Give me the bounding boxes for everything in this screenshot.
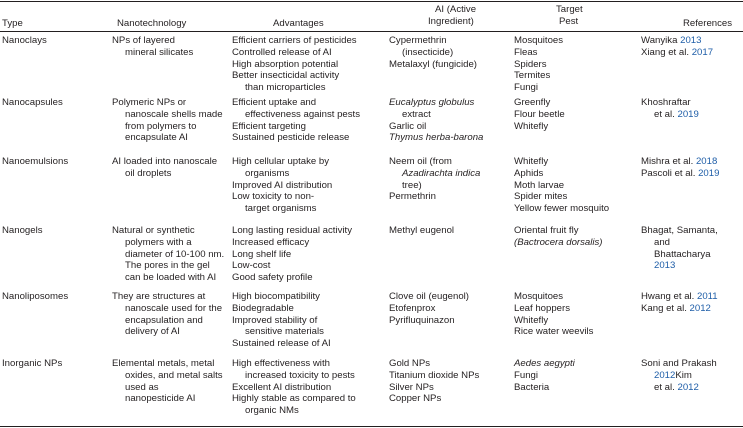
cell-line: used as: [125, 381, 159, 393]
cell-pest: [514, 156, 609, 215]
header-ai-line2: Ingredient): [428, 16, 474, 27]
cell-line: Thymus herba-barona: [389, 132, 484, 144]
cell-line: Fleas: [514, 46, 538, 58]
table-top-rule: [0, 1, 743, 2]
cell-line: (Bactrocera dorsalis): [514, 236, 603, 248]
cell-line: Garlic oil: [389, 120, 427, 132]
reference-entry: [641, 237, 718, 249]
cell-line: encapsulate AI: [125, 132, 188, 144]
reference-year-link[interactable]: 2012: [677, 381, 699, 393]
reference-author: Hwang et al.: [641, 291, 695, 302]
reference-author: et al.: [654, 108, 675, 120]
cell-line: sensitive materials: [245, 326, 324, 338]
reference-author: et al.: [654, 381, 675, 393]
reference-author: Xiang et al.: [641, 46, 690, 58]
cell-references: [641, 35, 713, 59]
cell-line: Better insecticidal activity: [232, 70, 340, 82]
cell-line: They are structures at: [112, 291, 206, 302]
cell-pest: [514, 291, 593, 338]
reference-author: Khoshraftar: [641, 97, 691, 108]
reference-entry: [641, 382, 717, 394]
reference-entry: [641, 156, 719, 168]
reference-author: Wanyika: [641, 35, 678, 46]
cell-ai: [389, 156, 480, 203]
cell-line: High absorption potential: [232, 58, 339, 70]
cell-line: Controlled release of AI: [232, 46, 332, 58]
cell-line: Good safety profile: [232, 272, 313, 284]
cell-line: Increased efficacy: [232, 236, 310, 248]
cell-line: Long lasting residual activity: [232, 225, 352, 236]
reference-entry: [641, 358, 717, 370]
cell-line: effectiveness against pests: [245, 108, 361, 120]
cell-line: nanoscale shells made: [125, 108, 223, 120]
cell-line: Sustained release of AI: [232, 338, 331, 350]
cell-ai: [389, 358, 479, 405]
header-bottom-rule: [0, 31, 743, 32]
cell-references: [641, 225, 718, 272]
reference-author: and: [654, 236, 671, 248]
cell-type: Inorganic NPs: [2, 358, 63, 369]
cell-pest: [514, 97, 565, 132]
cell-line: nanopesticide AI: [125, 393, 196, 405]
cell-line: organisms: [245, 167, 290, 179]
cell-line: Efficient carriers of pesticides: [232, 35, 357, 46]
cell-ai: [389, 225, 454, 237]
cell-line: Permethrin: [389, 191, 436, 203]
cell-line: Leaf hoppers: [514, 302, 571, 314]
cell-adv: [232, 35, 357, 94]
cell-line: Yellow fewer mosquito: [514, 203, 610, 215]
cell-nano: [112, 291, 222, 338]
cell-type: Nanoemulsions: [2, 156, 69, 167]
cell-line: Flour beetle: [514, 108, 565, 120]
cell-line: Whitefly: [514, 314, 549, 326]
cell-line: Greenfly: [514, 97, 551, 108]
reference-entry: [641, 35, 713, 47]
cell-line: High cellular uptake by: [232, 156, 330, 167]
cell-line: Highly stable as compared to: [232, 393, 356, 405]
reference-entry: [641, 249, 718, 261]
cell-line: Neem oil (from: [389, 156, 452, 167]
cell-line: can be loaded with AI: [125, 272, 217, 284]
cell-line: Bacteria: [514, 381, 550, 393]
cell-line: nanoscale used for the: [125, 302, 223, 314]
cell-type: Nanoclays: [2, 35, 47, 46]
reference-author: Soni and Prakash: [641, 358, 717, 369]
reference-author: Pascoli et al.: [641, 167, 696, 179]
cell-line: extract: [402, 108, 431, 120]
header-pest-line2: Pest: [559, 16, 579, 27]
cell-line: mineral silicates: [125, 46, 194, 58]
cell-references: [641, 156, 719, 180]
header-ai-line1: AI (Active: [435, 4, 477, 15]
cell-type: Nanocapsules: [2, 97, 63, 108]
cell-line: Pyrifluquinazon: [389, 314, 455, 326]
cell-line: Efficient targeting: [232, 120, 306, 132]
cell-line: Clove oil (eugenol): [389, 291, 469, 302]
cell-line: Termites: [514, 70, 551, 82]
cell-line: Polymeric NPs or: [112, 97, 187, 108]
cell-nano: [112, 35, 193, 59]
reference-author: Kim: [675, 369, 692, 381]
cell-line: Fungi: [514, 82, 538, 94]
reference-year-link[interactable]: 2019: [698, 167, 720, 179]
reference-year-link[interactable]: 2011: [697, 291, 718, 302]
cell-line: Mosquitoes: [514, 35, 564, 46]
cell-line: Elemental metals, metal: [112, 358, 215, 369]
cell-pest: [514, 225, 603, 249]
header-pest-line1: Target: [556, 4, 583, 15]
cell-references: [641, 97, 699, 121]
cell-references: [641, 358, 717, 393]
reference-year-link[interactable]: 2012: [654, 369, 676, 381]
reference-year-link[interactable]: 2019: [677, 108, 699, 120]
cell-adv: [232, 225, 352, 284]
cell-line: (insecticide): [402, 46, 454, 58]
reference-year-link[interactable]: 2017: [691, 46, 714, 58]
cell-line: High effectiveness with: [232, 358, 330, 369]
cell-line: Copper NPs: [389, 393, 442, 405]
cell-line: Long shelf life: [232, 248, 292, 260]
cell-line: The pores in the gel: [125, 260, 210, 272]
cell-line: Spider mites: [514, 191, 568, 203]
cell-line: NPs of layered: [112, 35, 175, 46]
cell-ai: [389, 97, 483, 144]
reference-entry: [641, 225, 718, 237]
cell-line: tree): [402, 179, 422, 191]
cell-adv: [232, 291, 331, 350]
table-bottom-rule: [0, 426, 743, 427]
cell-line: diameter of 10-100 nm.: [125, 248, 225, 260]
reference-year-link[interactable]: 2018: [695, 156, 718, 167]
cell-line: AI loaded into nanoscale: [112, 156, 218, 167]
cell-line: Whitefly: [514, 156, 549, 167]
reference-entry: [641, 291, 718, 303]
header-references: References: [683, 18, 733, 29]
cell-line: Titanium dioxide NPs: [389, 369, 480, 381]
header-advantages: Advantages: [273, 18, 324, 29]
reference-entry: [641, 109, 699, 121]
cell-line: Methyl eugenol: [389, 225, 455, 236]
cell-line: Gold NPs: [389, 358, 431, 369]
cell-nano: [112, 97, 223, 144]
reference-author: Bhattacharya: [654, 248, 711, 260]
cell-line: encapsulation and: [125, 314, 203, 326]
cell-pest: [514, 35, 563, 94]
cell-line: Etofenprox: [389, 302, 436, 314]
cell-ai: [389, 35, 477, 70]
cell-line: Whitefly: [514, 120, 549, 132]
cell-type: Nanoliposomes: [2, 291, 69, 302]
cell-adv: [232, 156, 332, 215]
cell-line: Eucalyptus globulus: [389, 97, 475, 108]
cell-line: Mosquitoes: [514, 291, 564, 302]
cell-ai: [389, 291, 469, 326]
cell-line: target organisms: [245, 203, 317, 215]
cell-adv: [232, 358, 356, 417]
reference-year-link[interactable]: 2012: [689, 302, 711, 314]
cell-line: from polymers to: [125, 120, 197, 132]
cell-line: oxides, and metal salts: [125, 369, 223, 381]
cell-line: Metalaxyl (fungicide): [389, 58, 477, 70]
cell-line: Efficient uptake and: [232, 97, 317, 108]
cell-pest: [514, 358, 575, 393]
cell-line: Natural or synthetic: [112, 225, 195, 236]
reference-entry: [641, 370, 717, 382]
reference-entry: [641, 97, 699, 109]
cell-line: organic NMs: [245, 405, 299, 417]
cell-line: Improved stability of: [232, 314, 318, 326]
cell-line: polymers with a: [125, 236, 192, 248]
reference-entry: [641, 168, 719, 180]
cell-nano: [112, 156, 217, 180]
cell-line: Azadirachta indica: [402, 167, 481, 179]
cell-line: High biocompatibility: [232, 291, 320, 302]
cell-nano: [112, 358, 223, 405]
reference-author: Kang et al.: [641, 302, 687, 314]
cell-line: Silver NPs: [389, 381, 434, 393]
cell-line: Low toxicity to non-: [232, 191, 315, 203]
cell-line: Improved AI distribution: [232, 179, 333, 191]
header-nanotechnology: Nanotechnology: [117, 18, 187, 29]
header-type: Type: [2, 18, 23, 29]
reference-year-link[interactable]: 2013: [680, 35, 702, 46]
cell-line: increased toxicity to pests: [245, 369, 355, 381]
cell-line: Sustained pesticide release: [232, 132, 350, 144]
cell-line: delivery of AI: [125, 326, 180, 338]
cell-line: Low-cost: [232, 260, 271, 272]
cell-line: Excellent AI distribution: [232, 381, 332, 393]
cell-adv: [232, 97, 360, 144]
cell-line: Rice water weevils: [514, 326, 594, 338]
reference-entry: [641, 303, 718, 315]
cell-references: [641, 291, 718, 315]
cell-line: Spiders: [514, 58, 547, 70]
reference-entry: [641, 260, 718, 272]
cell-line: Oriental fruit fly: [514, 225, 579, 236]
cell-line: Cypermethrin: [389, 35, 447, 46]
cell-type: Nanogels: [2, 225, 43, 236]
cell-line: Aphids: [514, 167, 544, 179]
reference-entry: [641, 47, 713, 59]
reference-author: Mishra et al.: [641, 156, 694, 167]
reference-author: Bhagat, Samanta,: [641, 225, 718, 236]
cell-line: Fungi: [514, 369, 538, 381]
reference-year-link[interactable]: 2013: [654, 260, 676, 272]
cell-line: than microparticles: [245, 82, 326, 94]
cell-nano: [112, 225, 224, 284]
cell-line: Biodegradable: [232, 302, 294, 314]
cell-line: Aedes aegypti: [514, 358, 575, 369]
cell-line: oil droplets: [125, 167, 172, 179]
cell-line: Moth larvae: [514, 179, 565, 191]
